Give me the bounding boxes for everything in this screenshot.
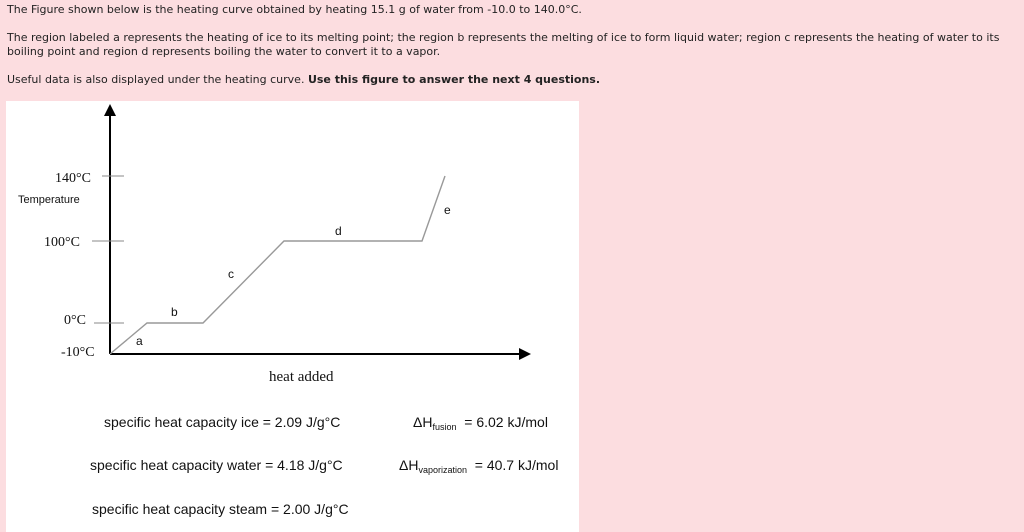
delta-h-fusion-symbol: ΔH <box>413 414 433 430</box>
tick-label-100: 100°C <box>44 235 80 250</box>
x-axis-label: heat added <box>269 369 334 385</box>
intro-line-3-plain: Useful data is also displayed under the heating curve. <box>7 73 308 86</box>
tick-label-140: 140°C <box>55 171 91 186</box>
region-label-b: b <box>171 305 178 319</box>
intro-line-2: The region labeled a represents the heating of ice to its melting point; the region b represents the melting of ice to form liquid water; region c represents the heating of water to its boiling point and region d represents boiling the water to convert it to a vapor. <box>7 31 1000 58</box>
heating-curve-figure <box>6 101 579 532</box>
delta-h-fusion <box>413 414 548 432</box>
region-label-d: d <box>335 224 342 238</box>
region-label-e: e <box>444 203 451 217</box>
y-axis-label: Temperature <box>18 194 80 206</box>
delta-h-fusion-value: = 6.02 kJ/mol <box>456 414 548 430</box>
intro-line-1: The Figure shown below is the heating curve obtained by heating 15.1 g of water from -10.0 to 140.0°C. <box>7 3 582 16</box>
heating-curve-line <box>110 176 445 354</box>
intro-line-3 <box>7 73 600 87</box>
delta-h-vap-symbol: ΔH <box>399 457 419 473</box>
specific-heat-steam: specific heat capacity steam = 2.00 J/g°C <box>92 501 349 517</box>
delta-h-vap-sub: vaporization <box>418 465 467 475</box>
delta-h-vaporization <box>399 457 558 475</box>
region-label-a: a <box>136 334 143 348</box>
tick-label-0: 0°C <box>64 313 86 328</box>
intro-line-3-bold: Use this figure to answer the next 4 questions. <box>307 73 601 86</box>
specific-heat-ice: specific heat capacity ice = 2.09 J/g°C <box>104 414 341 430</box>
tick-label-neg10: -10°C <box>61 345 95 360</box>
delta-h-vap-value: = 40.7 kJ/mol <box>467 457 559 473</box>
specific-heat-water: specific heat capacity water = 4.18 J/g°C <box>90 457 343 473</box>
region-label-c: c <box>228 267 234 281</box>
delta-h-fusion-sub: fusion <box>432 422 457 432</box>
